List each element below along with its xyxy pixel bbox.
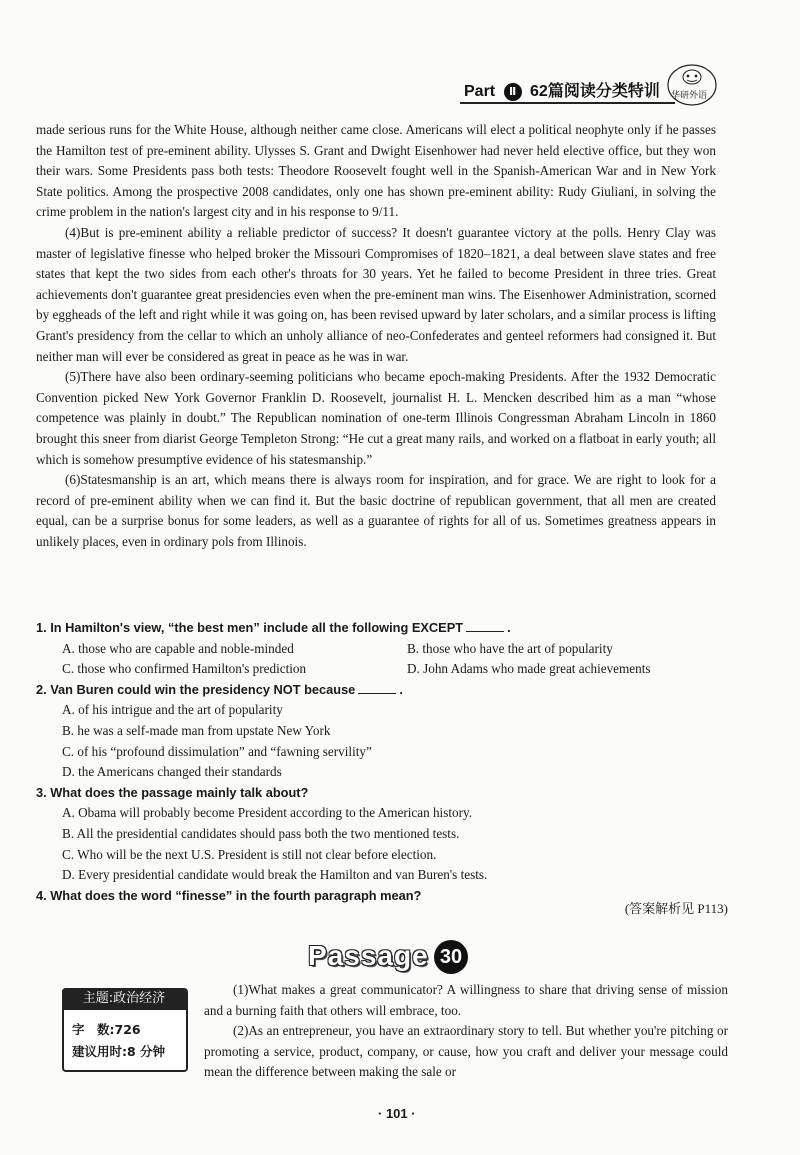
option: D. Every presidential candidate would break the Hamilton and van Buren's tests. — [62, 867, 488, 883]
part-number-badge: Ⅱ — [504, 83, 522, 101]
word-count-value: 726 — [114, 1022, 141, 1037]
option: B. All the presidential candidates should pass both the two mentioned tests. — [62, 825, 460, 841]
page-number: · 101 · — [378, 1106, 416, 1121]
theme-info-box — [62, 988, 188, 1072]
option: B. he was a self-made man from upstate New York — [62, 722, 331, 738]
question-1-options-row-2 — [36, 659, 726, 680]
answer-blank — [358, 682, 396, 694]
question-2-end: . — [399, 681, 403, 697]
passage-30-body — [204, 980, 728, 1083]
passage-paragraph-2: (2)As an entrepreneur, you have an extraordinary story to tell. But whether you're pitching or promoting a service, product, company, or cause, how you craft and deliver your message could mean the difference between making the sale or — [204, 1023, 728, 1080]
question-1-end: . — [507, 620, 511, 635]
paragraph-continuation: made serious runs for the White House, although neither came close. Americans will elect a political neophyte only if he passes the Hamilton test of pre-eminent ability. Ulysses S. Grant and Dwight Eisenhower had never held elective office, but they won their wars. Some Presidents pass both tests: Theodore Roosevelt fought well in the Spanish-American War and in New York State politics. Among the prospective 2008 candidates, only one has shown pre-eminent ability: Rudy Giuliani, in solving the crime problem in the nation's largest city and in his response to 9/11. — [36, 122, 716, 220]
option: D. John Adams who made great achievements — [407, 661, 651, 677]
paragraph-6: (6)Statesmanship is an art, which means there is always room for inspiration, and for grace. We are right to look for a record of pre-eminent ability when we can find it. But the basic doctrine of republican government, that all men are created equal, can be a surprise bonus for some leaders, as well as a guarantee of rights for all of us. Sometimes greatness appears in unlikely places, even in ordinary pols from Illinois. — [36, 472, 716, 549]
questions-section — [36, 618, 726, 906]
passage-number-badge: 30 — [434, 940, 468, 974]
question-2-stem: 2. Van Buren could win the presidency NOT because — [36, 681, 356, 697]
option: B. those who have the art of popularity — [407, 640, 613, 656]
word-count-line — [72, 1020, 141, 1038]
time-value: 8 分钟 — [127, 1044, 166, 1059]
question-1-stem: 1. In Hamilton's view, “the best men” include all the following EXCEPT — [36, 620, 464, 635]
question-3: 3. What does the passage mainly talk about? — [36, 784, 309, 800]
passage-banner — [306, 938, 476, 978]
time-label: 建议用时: — [72, 1044, 127, 1059]
part-label: Part — [464, 83, 496, 100]
passage-paragraph-1: (1)What makes a great communicator? A willingness to share that driving sense of mission and a burning faith that others will embrace, too. — [204, 982, 728, 1018]
answer-reference: (答案解析见 P113) — [624, 901, 728, 916]
logo-text: 华研外语 — [671, 91, 708, 101]
page-header — [460, 72, 790, 112]
article-body — [36, 120, 716, 552]
header-rule — [460, 102, 675, 104]
option: A. of his intrigue and the art of popularity — [62, 702, 283, 718]
paragraph-5: (5)There have also been ordinary-seeming politicians who became epoch-making Presidents. After the 1932 Democratic Convention picked New York Governor Franklin D. Roosevelt, journalist H. L. Mencken described him as a man “whose competence was plainly in doubt.” The Republican nomination of one-term Illinois Congressman Abraham Lincoln in 1860 brought this sneer from diarist George Templeton Strong: “He cut a great many rails, and worked on a flatboat in early youth; all which is somehow presumptive evidence of his statesmanship.” — [36, 369, 716, 467]
answer-blank — [466, 620, 504, 632]
option: C. those who confirmed Hamilton's prediction — [62, 661, 307, 677]
option: A. Obama will probably become President according to the American history. — [62, 805, 473, 821]
section-title: 62篇阅读分类特训 — [530, 83, 660, 100]
option: C. Who will be the next U.S. President is still not clear before election. — [62, 846, 437, 862]
passage-title: Passage — [308, 940, 429, 971]
theme-title: 主题:政治经济 — [62, 988, 186, 1010]
header-title — [464, 78, 660, 101]
option: A. those who are capable and noble-minded — [62, 640, 294, 656]
question-4: 4. What does the word “finesse” in the fourth paragraph mean? — [36, 887, 422, 903]
paragraph-4: (4)But is pre-eminent ability a reliable predictor of success? It doesn't guarantee victory at the polls. Henry Clay was master of legislative finesse who helped broker the Missouri Compromises of 1820–1821, a deal between slave states and free states that kept the two sides from each other's throats for 30 years. Yet he failed to become President in three tries. Great achievements don't guarantee great presidencies even when the pre-eminent man wins. The Eisenhower Administration, scorned by eggheads of the left and right while it was going on, has been revised upward by later scholars, and a similar process is lifting Grant's presidency from the cellar to which an unholy alliance of neo-Confederates and genteel reformers had consigned it. But neither man will ever be considered as great in peace as he was in war. — [36, 224, 716, 364]
word-count-label: 字 数: — [72, 1022, 115, 1037]
question-1 — [36, 618, 726, 639]
suggested-time-line — [72, 1042, 165, 1060]
option: D. the Americans changed their standards — [62, 764, 282, 780]
question-1-options-row-1 — [36, 639, 726, 660]
option: C. of his “profound dissimulation” and “fawning servility” — [62, 743, 372, 759]
question-2 — [36, 680, 726, 701]
publisher-logo — [665, 62, 719, 108]
